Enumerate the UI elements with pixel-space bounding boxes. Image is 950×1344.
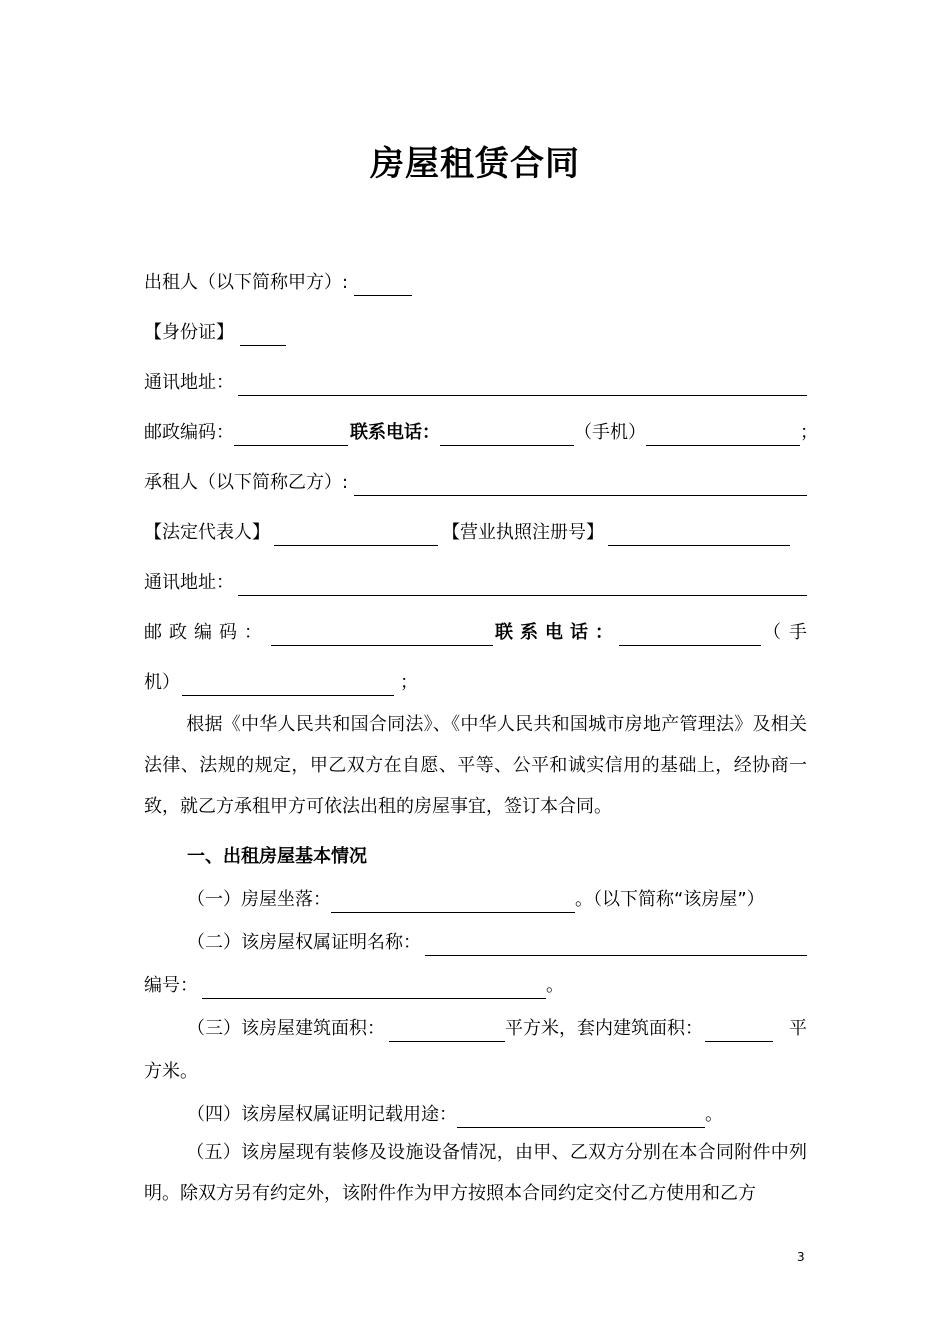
- item2-line: [187, 916, 807, 956]
- item2-end: 。: [546, 975, 564, 996]
- lessee-address-line: [144, 556, 807, 596]
- lessee-mobile-blank[interactable]: [182, 671, 394, 696]
- item3-unit-line: [144, 1045, 807, 1085]
- item2-number-label: 编号：: [144, 975, 198, 996]
- item3-label: （三）该房屋建筑面积：: [187, 1018, 385, 1039]
- lessor-address-line: [144, 356, 807, 396]
- item3-mid: 平方米，套内建筑面积：: [505, 1018, 703, 1039]
- lessor-id-label: 【身份证】: [144, 322, 234, 343]
- item1-label: （一）房屋坐落：: [187, 889, 331, 910]
- lessee-rep-label: 【法定代表人】: [144, 522, 270, 543]
- lessor-postcode-label: 邮政编码：: [144, 422, 234, 443]
- item5-text: （五）该房屋现有装修及设施设备情况，由甲、乙双方分别在本合同附件中列明。除双方另有约定外，该附件作为甲方按照本合同约定交付乙方使用和乙方: [144, 1142, 807, 1204]
- lessee-name-blank[interactable]: [354, 471, 807, 496]
- item4-use-blank[interactable]: [457, 1103, 705, 1128]
- item3-area-blank[interactable]: [389, 1017, 505, 1042]
- item2-label: （二）该房屋权属证明名称：: [187, 932, 421, 953]
- lessee-address-blank[interactable]: [238, 571, 807, 596]
- lessor-address-label: 通讯地址：: [144, 372, 234, 393]
- lessor-postcode-blank[interactable]: [234, 421, 348, 446]
- lessee-line: [144, 456, 807, 496]
- lessor-mobile-label: （手机）: [574, 422, 646, 443]
- lessor-phone-blank[interactable]: [440, 421, 574, 446]
- section1-heading-line: [187, 830, 807, 870]
- document-title: 房屋租赁合同: [370, 144, 580, 184]
- lessee-postcode-label: 邮 政 编 码 ：: [144, 622, 262, 643]
- lessor-id-blank[interactable]: [240, 321, 286, 346]
- item4-line: [187, 1088, 807, 1128]
- item2-number-blank[interactable]: [202, 974, 546, 999]
- lessee-mobile-line: [144, 656, 807, 696]
- item2-cert-name-blank[interactable]: [425, 931, 807, 956]
- item4-end: 。: [705, 1104, 723, 1125]
- lessor-phone-label: 联系电话：: [350, 422, 440, 443]
- lessee-contact-line: [144, 606, 807, 646]
- lessee-reg-blank[interactable]: [608, 521, 790, 546]
- lessee-postcode-blank[interactable]: [271, 621, 493, 646]
- item1-line: [187, 873, 807, 913]
- item3-line: [187, 1002, 807, 1042]
- lessor-name-blank[interactable]: [354, 271, 412, 296]
- lessor-line: [144, 256, 807, 296]
- item1-suffix: 。（以下简称“该房屋”）: [575, 889, 765, 910]
- lessor-address-blank[interactable]: [238, 371, 807, 396]
- lessee-mobile-char: 手: [789, 622, 807, 643]
- item1-location-blank[interactable]: [331, 888, 575, 913]
- page-number: 3: [797, 1250, 805, 1264]
- lessee-rep-line: [144, 506, 807, 546]
- lessee-label: 承租人（以下简称乙方）:: [144, 472, 349, 493]
- lessor-id-line: [144, 306, 807, 346]
- item3-unit-start: 平: [789, 1018, 807, 1039]
- lessee-address-label: 通讯地址：: [144, 572, 234, 593]
- section1-heading: 一、出租房屋基本情况: [187, 846, 367, 867]
- item3-inner-area-blank[interactable]: [705, 1017, 773, 1042]
- item5-paragraph: [144, 1132, 807, 1214]
- lessee-end-mark: ；: [400, 672, 418, 693]
- preamble-paragraph: [144, 704, 807, 827]
- preamble-text: 根据《中华人民共和国合同法》、《中华人民共和国城市房地产管理法》及相关法律、法规的规定，甲乙双方在自愿、平等、公平和诚实信用的基础上，经协商一致，就乙方承租甲方可依法出租的房屋事宜，签订本合同。: [144, 714, 807, 817]
- lessee-mobile-open: （: [763, 622, 781, 643]
- lessee-phone-label: 联 系 电 话 ：: [495, 622, 613, 643]
- lessee-reg-label: 【营业执照注册号】: [442, 522, 604, 543]
- lessee-phone-blank[interactable]: [619, 621, 761, 646]
- lessee-mobile-cont: 机）: [144, 672, 180, 693]
- item3-unit-end: 方米。: [144, 1061, 198, 1082]
- lessor-label: 出租人（以下简称甲方）:: [144, 272, 349, 293]
- lessee-rep-blank[interactable]: [274, 521, 438, 546]
- lessor-end-mark: ；: [800, 422, 818, 443]
- item2-number-line: [144, 959, 807, 999]
- lessor-contact-line: [144, 406, 818, 446]
- lessor-mobile-blank[interactable]: [646, 421, 800, 446]
- item4-label: （四）该房屋权属证明记载用途：: [187, 1104, 457, 1125]
